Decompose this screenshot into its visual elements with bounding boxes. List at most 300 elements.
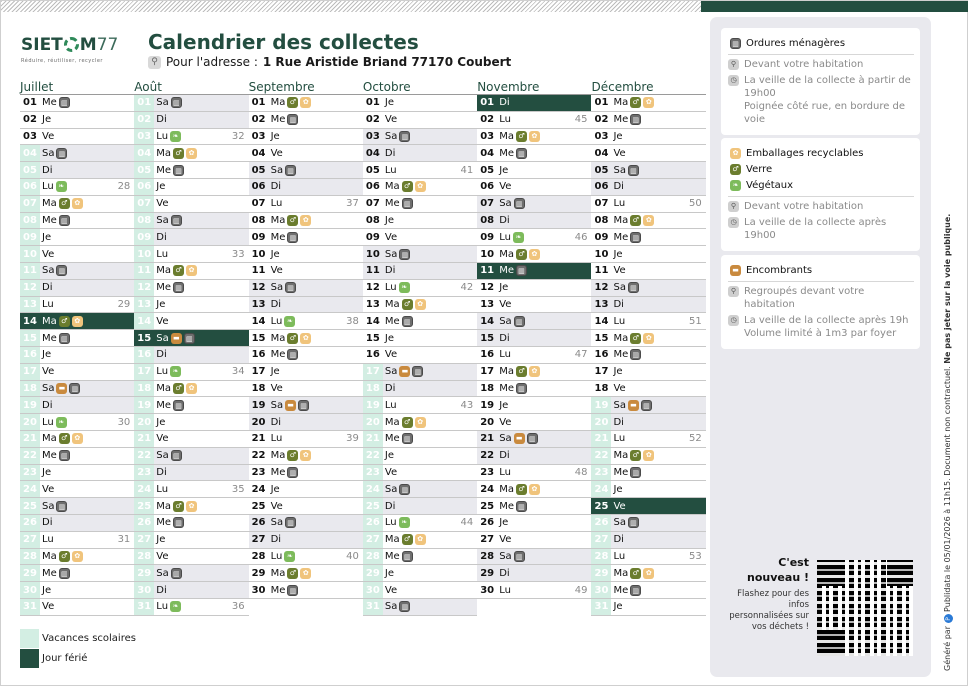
day-row xyxy=(20,196,134,213)
glass-bottle-icon: ♂ xyxy=(516,366,527,377)
trash-bin-icon: ▥ xyxy=(69,383,80,394)
month-column xyxy=(249,80,363,616)
day-number: 28 xyxy=(591,549,611,565)
weekday: Lu xyxy=(613,198,626,210)
day-number: 20 xyxy=(251,416,266,428)
day-number: 11 xyxy=(365,265,380,277)
day-row xyxy=(363,347,477,364)
weekday: Sa xyxy=(270,282,284,294)
day-row xyxy=(363,498,477,515)
green-top-band xyxy=(701,1,968,12)
day-row xyxy=(477,196,591,213)
weekday: Sa xyxy=(42,147,55,159)
weekday: Me xyxy=(270,349,286,361)
trash-bin-icon: ▥ xyxy=(171,568,182,579)
day-row xyxy=(363,330,477,347)
day-number: 21 xyxy=(20,431,40,447)
day-number: 05 xyxy=(365,164,380,176)
trash-bin-icon: ▥ xyxy=(59,215,70,226)
day-row xyxy=(591,481,705,498)
weekday: Di xyxy=(613,534,624,546)
school-holidays-swatch xyxy=(20,629,39,648)
day-row xyxy=(591,414,705,431)
qr-code[interactable] xyxy=(817,560,913,656)
day-number: 25 xyxy=(363,498,383,514)
weekday: Sa xyxy=(499,315,512,327)
day-number: 17 xyxy=(594,366,609,378)
packaging-icon: ✿ xyxy=(643,568,654,579)
day-number: 19 xyxy=(363,397,383,413)
weekday: Di xyxy=(156,349,167,361)
weekday: Ve xyxy=(42,130,55,142)
packaging-icon: ✿ xyxy=(300,568,311,579)
leaf-icon: ❧ xyxy=(170,366,181,377)
week-number: 30 xyxy=(117,416,131,428)
weekday: Di xyxy=(156,584,167,596)
weekday: Di xyxy=(499,567,510,579)
packaging-icon: ✿ xyxy=(186,501,197,512)
weekday: Lu xyxy=(156,130,169,142)
day-row xyxy=(134,179,248,196)
glass-bottle-icon: ♂ xyxy=(402,534,413,545)
weekday: Lu xyxy=(384,164,397,176)
weekday: Di xyxy=(42,164,53,176)
sofa-icon: ▬ xyxy=(514,433,525,444)
day-number: 17 xyxy=(480,366,495,378)
day-number: 11 xyxy=(251,265,266,277)
day-number: 25 xyxy=(251,500,266,512)
week-number: 31 xyxy=(117,534,131,546)
week-number: 37 xyxy=(346,198,359,210)
day-row xyxy=(591,196,705,213)
weekday: Sa xyxy=(499,198,512,210)
day-row xyxy=(20,599,134,616)
trash-bin-icon: ▥ xyxy=(173,282,184,293)
day-number: 28 xyxy=(363,549,383,565)
weekday: Me xyxy=(156,517,172,529)
leaf-icon: ❧ xyxy=(399,517,410,528)
day-row xyxy=(363,448,477,465)
day-row xyxy=(134,112,248,129)
day-row xyxy=(249,112,363,129)
trash-bin-icon: ▥ xyxy=(516,383,527,394)
weekday: Me xyxy=(384,550,400,562)
day-row xyxy=(134,481,248,498)
weekday: Di xyxy=(384,382,396,394)
glass-bottle-icon: ♂ xyxy=(59,433,70,444)
day-row xyxy=(20,381,134,398)
weekday: Ve xyxy=(384,114,398,126)
day-number: 15 xyxy=(480,332,495,344)
weekday: Ma xyxy=(499,366,514,378)
day-row xyxy=(477,381,591,398)
day-number: 15 xyxy=(137,332,152,344)
weekday: Me xyxy=(613,114,629,126)
day-number: 10 xyxy=(594,248,609,260)
day-number: 24 xyxy=(363,481,383,497)
day-row xyxy=(591,364,705,381)
day-row xyxy=(477,532,591,549)
day-row xyxy=(20,498,134,515)
glass-bottle-icon: ♂ xyxy=(173,501,184,512)
day-number: 12 xyxy=(594,282,609,294)
promo-text: Flashez pour des infos personnalisées sur vos déchets ! xyxy=(729,589,809,632)
day-row xyxy=(477,347,591,364)
weekday: Lu xyxy=(613,550,626,562)
day-row xyxy=(591,179,705,196)
day-row xyxy=(134,145,248,162)
weekday: Me xyxy=(270,466,286,478)
weekday: Lu xyxy=(613,433,626,445)
trash-bin-icon: ▥ xyxy=(59,97,70,108)
weekday: Lu xyxy=(270,315,283,327)
day-number: 21 xyxy=(480,433,495,445)
weekday: Je xyxy=(613,366,623,378)
trash-bin-icon: ▥ xyxy=(630,585,641,596)
packaging-icon: ✿ xyxy=(643,333,654,344)
weekday: Je xyxy=(42,466,52,478)
address-line xyxy=(148,55,511,69)
weekday: Me xyxy=(42,332,57,344)
day-row xyxy=(134,347,248,364)
packaging-icon: ✿ xyxy=(643,97,654,108)
day-number: 25 xyxy=(20,498,40,514)
weekday: Je xyxy=(270,130,280,142)
location-pin-icon: ⚲ xyxy=(728,201,739,212)
day-row xyxy=(249,145,363,162)
day-number: 25 xyxy=(134,498,154,514)
packaging-icon: ✿ xyxy=(300,97,311,108)
legend-school-holidays xyxy=(20,628,136,648)
day-row xyxy=(249,330,363,347)
weekday: Ma xyxy=(613,567,629,579)
day-row xyxy=(249,498,363,515)
month-column xyxy=(477,80,591,616)
day-row xyxy=(134,213,248,230)
weekday: Me xyxy=(613,584,629,596)
weekday: Je xyxy=(613,130,623,142)
day-row xyxy=(20,532,134,549)
day-row xyxy=(363,229,477,246)
month-name: Juillet xyxy=(20,80,134,95)
day-number: 04 xyxy=(365,147,380,159)
week-number: 39 xyxy=(346,433,359,445)
day-number: 24 xyxy=(20,481,40,497)
day-number: 21 xyxy=(134,431,154,447)
day-number: 19 xyxy=(134,397,154,413)
item-verre: Verre xyxy=(746,163,773,175)
day-number: 28 xyxy=(480,550,495,562)
day-row xyxy=(591,532,705,549)
day-number: 26 xyxy=(251,517,266,529)
trash-bin-icon: ▥ xyxy=(412,366,423,377)
weekday: Me xyxy=(270,114,286,126)
day-number: 08 xyxy=(20,213,40,229)
day-row xyxy=(477,213,591,230)
weekday: Me xyxy=(42,567,57,579)
day-row xyxy=(249,95,363,112)
day-row xyxy=(591,313,705,330)
day-number: 10 xyxy=(251,248,266,260)
day-number: 02 xyxy=(365,114,380,126)
day-row xyxy=(249,532,363,549)
weekday: Ve xyxy=(384,584,398,596)
day-number: 01 xyxy=(594,97,609,109)
day-row xyxy=(363,95,477,112)
day-row xyxy=(134,129,248,146)
location-text: Regroupés devant votre habitation xyxy=(744,286,865,310)
sofa-icon: ▬ xyxy=(56,383,67,394)
day-number: 05 xyxy=(480,164,495,176)
trash-bin-icon: ▥ xyxy=(630,467,641,478)
day-row xyxy=(363,381,477,398)
trash-bin-icon: ▥ xyxy=(287,114,298,125)
day-row xyxy=(363,465,477,482)
location-text: Devant votre habitation xyxy=(744,201,864,212)
day-row xyxy=(591,263,705,280)
trash-bin-icon: ▥ xyxy=(628,165,639,176)
day-number: 27 xyxy=(251,534,266,546)
weekday: Ma xyxy=(499,248,514,260)
weekday: Ve xyxy=(270,500,283,512)
weekday: Ma xyxy=(613,97,629,109)
weekday: Je xyxy=(156,416,166,428)
day-number: 09 xyxy=(20,229,40,245)
day-number: 23 xyxy=(591,465,611,481)
day-number: 04 xyxy=(594,147,609,159)
glass-bottle-icon: ♂ xyxy=(516,249,527,260)
day-row xyxy=(249,213,363,230)
day-row xyxy=(477,229,591,246)
weekday: Lu xyxy=(156,366,169,378)
day-number: 20 xyxy=(591,414,611,430)
day-row xyxy=(20,431,134,448)
weekday: Sa xyxy=(270,399,284,411)
day-number: 23 xyxy=(251,466,266,478)
day-number: 31 xyxy=(20,599,40,615)
weekday: Ma xyxy=(613,332,629,344)
day-row xyxy=(249,263,363,280)
trash-bin-icon: ▥ xyxy=(285,282,296,293)
warning-text: Ne pas jeter sur la voie publique. xyxy=(943,213,952,364)
day-row xyxy=(249,313,363,330)
trash-bin-icon: ▥ xyxy=(399,249,410,260)
weekday: Sa xyxy=(156,332,169,344)
glass-bottle-icon: ♂ xyxy=(630,450,641,461)
day-number: 16 xyxy=(20,347,40,363)
day-row xyxy=(591,95,705,112)
weekday: Me xyxy=(384,315,400,327)
trash-bin-icon: ▥ xyxy=(298,400,309,411)
week-number: 34 xyxy=(231,366,245,378)
trash-bin-icon: ▥ xyxy=(399,601,410,612)
weekday: Sa xyxy=(270,164,284,176)
day-row xyxy=(591,565,705,582)
weekday: Me xyxy=(613,466,629,478)
weekday: Ve xyxy=(42,483,55,495)
day-row xyxy=(477,313,591,330)
day-row xyxy=(477,498,591,515)
weekday: Di xyxy=(42,399,53,411)
day-number: 23 xyxy=(480,466,495,478)
item-emballages: Emballages recyclables xyxy=(746,147,864,159)
day-row xyxy=(363,145,477,162)
packaging-icon: ✿ xyxy=(415,534,426,545)
legend-label: Jour férié xyxy=(42,652,88,664)
day-number: 18 xyxy=(251,382,266,394)
day-row xyxy=(20,145,134,162)
weekday: Ma xyxy=(156,147,172,159)
day-number: 03 xyxy=(480,130,495,142)
day-row xyxy=(477,397,591,414)
trash-bin-icon: ▥ xyxy=(171,215,182,226)
day-number: 29 xyxy=(363,565,383,581)
day-number: 11 xyxy=(134,263,154,279)
day-row xyxy=(134,297,248,314)
weekday: Je xyxy=(156,298,166,310)
day-row xyxy=(477,465,591,482)
weekday: Ve xyxy=(156,433,169,445)
legend xyxy=(20,628,136,668)
weekday: Me xyxy=(499,147,514,159)
day-number: 05 xyxy=(20,162,40,178)
day-number: 04 xyxy=(20,145,40,161)
day-row xyxy=(134,162,248,179)
glass-bottle-icon: ♂ xyxy=(173,265,184,276)
weekday: Me xyxy=(499,382,514,394)
weekday: Sa xyxy=(613,282,626,294)
day-row xyxy=(20,263,134,280)
day-row xyxy=(591,448,705,465)
day-row xyxy=(363,263,477,280)
weekday: Ve xyxy=(156,550,169,562)
note-text: Poignée côté rue, en bordure de voie xyxy=(744,101,906,125)
trash-bin-icon: ▥ xyxy=(402,316,413,327)
sietom-logo xyxy=(21,36,131,64)
day-row xyxy=(591,162,705,179)
weekday: Je xyxy=(156,181,166,193)
day-row xyxy=(363,582,477,599)
day-number: 04 xyxy=(251,147,266,159)
week-number: 50 xyxy=(689,198,702,210)
day-number: 22 xyxy=(20,448,40,464)
trash-bin-icon: ▥ xyxy=(171,97,182,108)
day-number: 28 xyxy=(134,549,154,565)
day-row xyxy=(20,481,134,498)
weekday: Je xyxy=(499,517,509,529)
weekday: Ve xyxy=(42,601,55,613)
day-row xyxy=(249,448,363,465)
day-number: 12 xyxy=(20,280,40,296)
day-number: 19 xyxy=(480,399,495,411)
glass-bottle-icon: ♂ xyxy=(287,568,298,579)
day-row xyxy=(249,196,363,213)
weekday: Ve xyxy=(384,231,398,243)
trash-bin-icon: ▥ xyxy=(173,165,184,176)
day-row xyxy=(591,431,705,448)
qr-promo xyxy=(728,555,809,633)
weekday: Ma xyxy=(499,483,514,495)
packaging-icon: ✿ xyxy=(186,265,197,276)
day-row xyxy=(134,246,248,263)
week-number: 35 xyxy=(231,483,245,495)
day-number: 16 xyxy=(594,349,609,361)
glass-bottle-icon: ♂ xyxy=(59,198,70,209)
day-number: 08 xyxy=(480,214,495,226)
trash-bin-icon: ▥ xyxy=(514,198,525,209)
day-row xyxy=(363,196,477,213)
location-pin-icon: ⚲ xyxy=(728,286,739,297)
weekday: Me xyxy=(42,214,57,226)
weekday: Ve xyxy=(499,181,512,193)
day-number: 03 xyxy=(23,130,37,142)
day-row xyxy=(134,582,248,599)
weekday: Ma xyxy=(156,265,172,277)
weekday: Di xyxy=(384,265,396,277)
day-row xyxy=(477,330,591,347)
day-number: 05 xyxy=(251,164,266,176)
packaging-icon: ✿ xyxy=(529,131,540,142)
day-row xyxy=(363,179,477,196)
location-pin-icon: ⚲ xyxy=(148,56,161,69)
day-number: 14 xyxy=(480,315,495,327)
weekday: Ma xyxy=(270,332,286,344)
day-row xyxy=(477,145,591,162)
day-number: 03 xyxy=(365,130,380,142)
day-row xyxy=(591,582,705,599)
weekday: Ve xyxy=(384,466,398,478)
day-row xyxy=(134,313,248,330)
packaging-icon: ✿ xyxy=(72,551,83,562)
weekday: Ma xyxy=(613,214,629,226)
day-row xyxy=(249,246,363,263)
weekday: Di xyxy=(499,332,510,344)
day-row xyxy=(134,280,248,297)
card-ordures xyxy=(721,28,920,135)
glass-bottle-icon: ♂ xyxy=(402,181,413,192)
weekday: Lu xyxy=(384,517,397,529)
day-number: 31 xyxy=(134,599,154,615)
day-row xyxy=(20,129,134,146)
weekday: Sa xyxy=(42,500,55,512)
day-row xyxy=(20,280,134,297)
day-number: 06 xyxy=(20,179,40,195)
day-row xyxy=(20,565,134,582)
weekday: Ve xyxy=(613,382,626,394)
weekday: Ve xyxy=(156,198,169,210)
day-row xyxy=(477,582,591,599)
trash-bin-icon: ▥ xyxy=(287,232,298,243)
month-name: Septembre xyxy=(249,80,363,95)
weekday: Sa xyxy=(156,97,169,109)
day-row xyxy=(20,582,134,599)
day-number: 06 xyxy=(134,179,154,195)
day-number: 18 xyxy=(363,381,383,397)
generation-note xyxy=(943,213,953,671)
day-number: 22 xyxy=(363,448,383,464)
weekday: Ve xyxy=(613,500,626,512)
weekday: Ma xyxy=(270,450,286,462)
weekday: Je xyxy=(42,114,52,126)
day-number: 13 xyxy=(134,297,154,313)
week-number: 28 xyxy=(117,181,131,193)
day-row xyxy=(477,297,591,314)
trash-bin-icon: ▥ xyxy=(516,148,527,159)
weekday: Sa xyxy=(156,450,169,462)
weekday: Ma xyxy=(384,181,400,193)
day-row xyxy=(591,129,705,146)
day-row xyxy=(20,246,134,263)
